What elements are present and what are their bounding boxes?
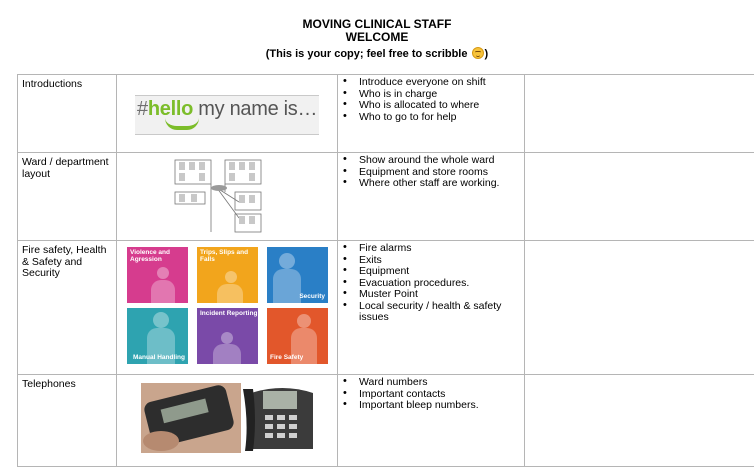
hello-my-name-is-logo xyxy=(117,75,338,153)
bullet-list xyxy=(342,155,524,190)
notes-cell[interactable] xyxy=(525,375,754,467)
notes-cell[interactable] xyxy=(525,241,754,375)
desk-phone-and-bleep-photo xyxy=(117,375,338,467)
logo-rest: my name is… xyxy=(193,98,317,120)
document-header xyxy=(0,18,754,61)
list-item: • Equipment xyxy=(342,266,524,278)
list-item: • Exits xyxy=(342,255,524,267)
subtitle-text: (This is your copy; feel free to scribble xyxy=(266,48,471,60)
floor-plan-icon xyxy=(173,158,265,236)
poster-tile xyxy=(267,247,328,303)
list-item: • Equipment and store rooms xyxy=(342,167,524,179)
telephone-icon xyxy=(141,383,316,453)
subtitle-close: ) xyxy=(485,48,489,60)
bullet-list xyxy=(342,77,524,123)
table-row xyxy=(18,241,754,375)
title-line-1: MOVING CLINICAL STAFF xyxy=(0,18,754,31)
list-item: • Important contacts xyxy=(342,389,524,401)
poster-label: Manual Handling xyxy=(133,354,185,361)
poster-label: Trips, Slips and Falls xyxy=(200,249,258,263)
poster-tile xyxy=(267,308,328,364)
poster-tile xyxy=(127,308,188,364)
bullet-cell xyxy=(338,241,525,375)
poster-label: Incident Reporting xyxy=(200,310,257,317)
list-item: • Introduce everyone on shift xyxy=(342,77,524,89)
poster-tile xyxy=(197,247,258,303)
welcome-table xyxy=(17,74,754,467)
title-line-2: WELCOME xyxy=(0,31,754,44)
list-item: • Ward numbers xyxy=(342,377,524,389)
row-label: Fire safety, Health & Safety and Security xyxy=(18,241,117,375)
smile-mark xyxy=(165,118,199,130)
row-label: Introductions xyxy=(18,75,117,153)
list-item: • Local security / health & safety issues xyxy=(342,301,524,324)
list-item: • Fire alarms xyxy=(342,243,524,255)
poster-label: Security xyxy=(299,293,325,300)
row-label: Telephones xyxy=(18,375,117,467)
list-item: • Important bleep numbers. xyxy=(342,400,524,412)
bullet-list xyxy=(342,377,524,412)
list-item: • Evacuation procedures. xyxy=(342,278,524,290)
bullet-cell xyxy=(338,375,525,467)
table-row xyxy=(18,75,754,153)
poster-tile xyxy=(127,247,188,303)
bullet-list xyxy=(342,243,524,324)
list-item: • Who to go to for help xyxy=(342,112,524,124)
subtitle xyxy=(0,47,754,61)
notes-cell[interactable] xyxy=(525,75,754,153)
logo-hello: hello xyxy=(148,98,193,120)
table-row xyxy=(18,153,754,241)
table-row xyxy=(18,375,754,467)
poster-label: Violence and Agression xyxy=(130,249,188,263)
bullet-cell xyxy=(338,153,525,241)
row-label: Ward / department layout xyxy=(18,153,117,241)
poster-tile xyxy=(197,308,258,364)
notes-cell[interactable] xyxy=(525,153,754,241)
smiling-face-icon xyxy=(472,47,484,59)
logo-hash: # xyxy=(137,98,148,120)
bullet-cell xyxy=(338,75,525,153)
list-item: • Show around the whole ward xyxy=(342,155,524,167)
floor-plan-diagram xyxy=(117,153,338,241)
list-item: • Who is allocated to where xyxy=(342,100,524,112)
poster-label: Fire Safety xyxy=(270,354,303,361)
list-item: • Muster Point xyxy=(342,289,524,301)
safety-posters-grid xyxy=(117,241,338,375)
list-item: • Where other staff are working. xyxy=(342,178,524,190)
list-item: • Who is in charge xyxy=(342,89,524,101)
logo-text xyxy=(137,98,317,120)
